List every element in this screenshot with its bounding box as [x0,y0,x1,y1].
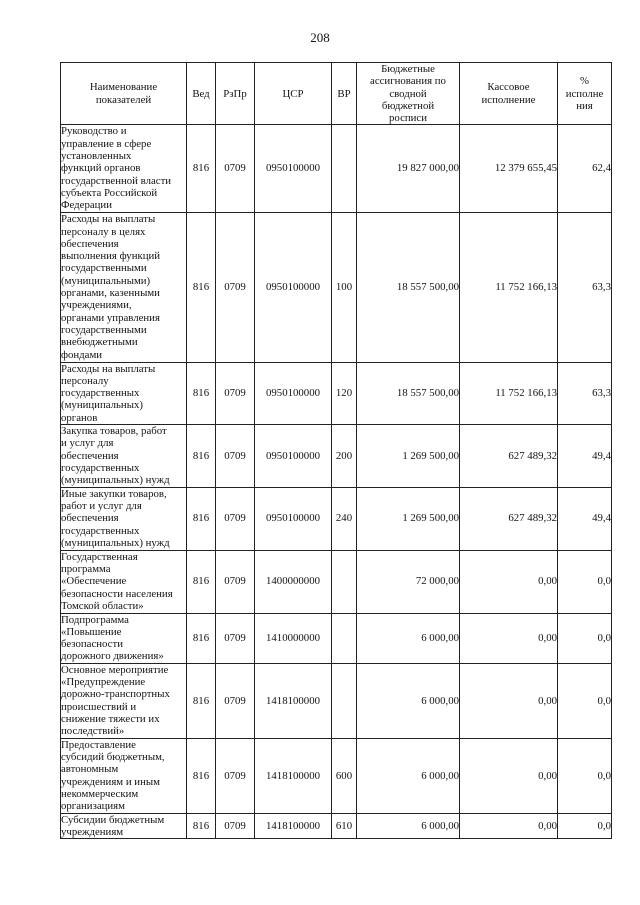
cash-cell: 0,00 [460,550,558,613]
vr-cell [332,550,357,613]
rzpr-cell: 0709 [216,550,255,613]
header-percent: % исполне ния [558,63,612,125]
header-ved: Вед [187,63,216,125]
budget-cell: 19 827 000,00 [357,125,460,212]
name-cell: Основное мероприятие «Предупреждение дорожно-транспортных происшествий и снижение тяжести их последствий» [61,663,187,738]
vr-cell: 610 [332,813,357,839]
header-name: Наименование показателей [61,63,187,125]
budget-cell: 1 269 500,00 [357,425,460,487]
ved-cell: 816 [187,550,216,613]
cash-cell: 0,00 [460,663,558,738]
rzpr-cell: 0709 [216,362,255,424]
cash-cell: 11 752 166,13 [460,362,558,424]
rzpr-cell: 0709 [216,738,255,813]
vr-cell: 200 [332,425,357,487]
rzpr-cell: 0709 [216,613,255,663]
csr-cell: 1418100000 [255,663,332,738]
percent-cell: 49,4 [558,487,612,550]
name-cell: Предоставление субсидий бюджетным, автономным учреждениям и иным некоммерческим организациям [61,738,187,813]
cash-cell: 12 379 655,45 [460,125,558,212]
vr-cell: 600 [332,738,357,813]
table-row [61,738,612,813]
header-vr: ВР [332,63,357,125]
csr-cell: 0950100000 [255,212,332,362]
budget-cell: 6 000,00 [357,663,460,738]
table-row [61,125,612,212]
percent-cell: 63,3 [558,212,612,362]
header-budget: Бюджетные ассигнования по сводной бюджетной росписи [357,63,460,125]
rzpr-cell: 0709 [216,125,255,212]
budget-cell: 6 000,00 [357,738,460,813]
cash-cell: 0,00 [460,738,558,813]
header-csr: ЦСР [255,63,332,125]
cash-cell: 11 752 166,13 [460,212,558,362]
csr-cell: 0950100000 [255,125,332,212]
ved-cell: 816 [187,362,216,424]
vr-cell [332,663,357,738]
table-row [61,550,612,613]
cash-cell: 0,00 [460,813,558,839]
table-row [61,487,612,550]
percent-cell: 0,0 [558,813,612,839]
page-number: 208 [310,30,330,45]
csr-cell: 1418100000 [255,813,332,839]
percent-cell: 63,3 [558,362,612,424]
ved-cell: 816 [187,212,216,362]
vr-cell [332,125,357,212]
percent-cell: 0,0 [558,550,612,613]
csr-cell: 0950100000 [255,487,332,550]
cash-cell: 0,00 [460,613,558,663]
csr-cell: 1400000000 [255,550,332,613]
rzpr-cell: 0709 [216,813,255,839]
name-cell: Подпрограмма «Повышение безопасности дорожного движения» [61,613,187,663]
name-cell: Иные закупки товаров, работ и услуг для обеспечения государственных (муниципальных) нужд [61,487,187,550]
csr-cell: 1418100000 [255,738,332,813]
vr-cell [332,613,357,663]
ved-cell: 816 [187,813,216,839]
table-row [61,613,612,663]
csr-cell: 0950100000 [255,362,332,424]
budget-cell: 1 269 500,00 [357,487,460,550]
header-rzpr: РзПр [216,63,255,125]
vr-cell: 100 [332,212,357,362]
budget-cell: 18 557 500,00 [357,212,460,362]
ved-cell: 816 [187,487,216,550]
ved-cell: 816 [187,125,216,212]
rzpr-cell: 0709 [216,212,255,362]
header-row [61,63,612,125]
percent-cell: 0,0 [558,663,612,738]
ved-cell: 816 [187,738,216,813]
table-header [61,63,612,125]
table-row [61,663,612,738]
table-body [61,125,612,839]
header-cash: Кассовое исполнение [460,63,558,125]
name-cell: Закупка товаров, работ и услуг для обеспечения государственных (муниципальных) нужд [61,425,187,487]
cash-cell: 627 489,32 [460,487,558,550]
budget-cell: 6 000,00 [357,813,460,839]
table-row [61,362,612,424]
rzpr-cell: 0709 [216,487,255,550]
csr-cell: 1410000000 [255,613,332,663]
name-cell: Расходы на выплаты персоналу в целях обеспечения выполнения функций государственными (муниципальными) органами, казенными учреждениями, органами управления государственными внебюджетными фондами [61,212,187,362]
percent-cell: 62,4 [558,125,612,212]
table-row [61,813,612,839]
percent-cell: 0,0 [558,738,612,813]
vr-cell: 240 [332,487,357,550]
budget-execution-table [60,62,612,839]
table-row [61,212,612,362]
budget-cell: 72 000,00 [357,550,460,613]
rzpr-cell: 0709 [216,663,255,738]
csr-cell: 0950100000 [255,425,332,487]
cash-cell: 627 489,32 [460,425,558,487]
ved-cell: 816 [187,425,216,487]
name-cell: Расходы на выплаты персоналу государственных (муниципальных) органов [61,362,187,424]
ved-cell: 816 [187,663,216,738]
rzpr-cell: 0709 [216,425,255,487]
percent-cell: 49,4 [558,425,612,487]
ved-cell: 816 [187,613,216,663]
name-cell: Субсидии бюджетным учреждениям [61,813,187,839]
budget-cell: 18 557 500,00 [357,362,460,424]
name-cell: Руководство и управление в сфере установленных функций органов государственной власти субъекта Российской Федерации [61,125,187,212]
budget-cell: 6 000,00 [357,613,460,663]
vr-cell: 120 [332,362,357,424]
name-cell: Государственная программа «Обеспечение безопасности населения Томской области» [61,550,187,613]
table-row [61,425,612,487]
percent-cell: 0,0 [558,613,612,663]
